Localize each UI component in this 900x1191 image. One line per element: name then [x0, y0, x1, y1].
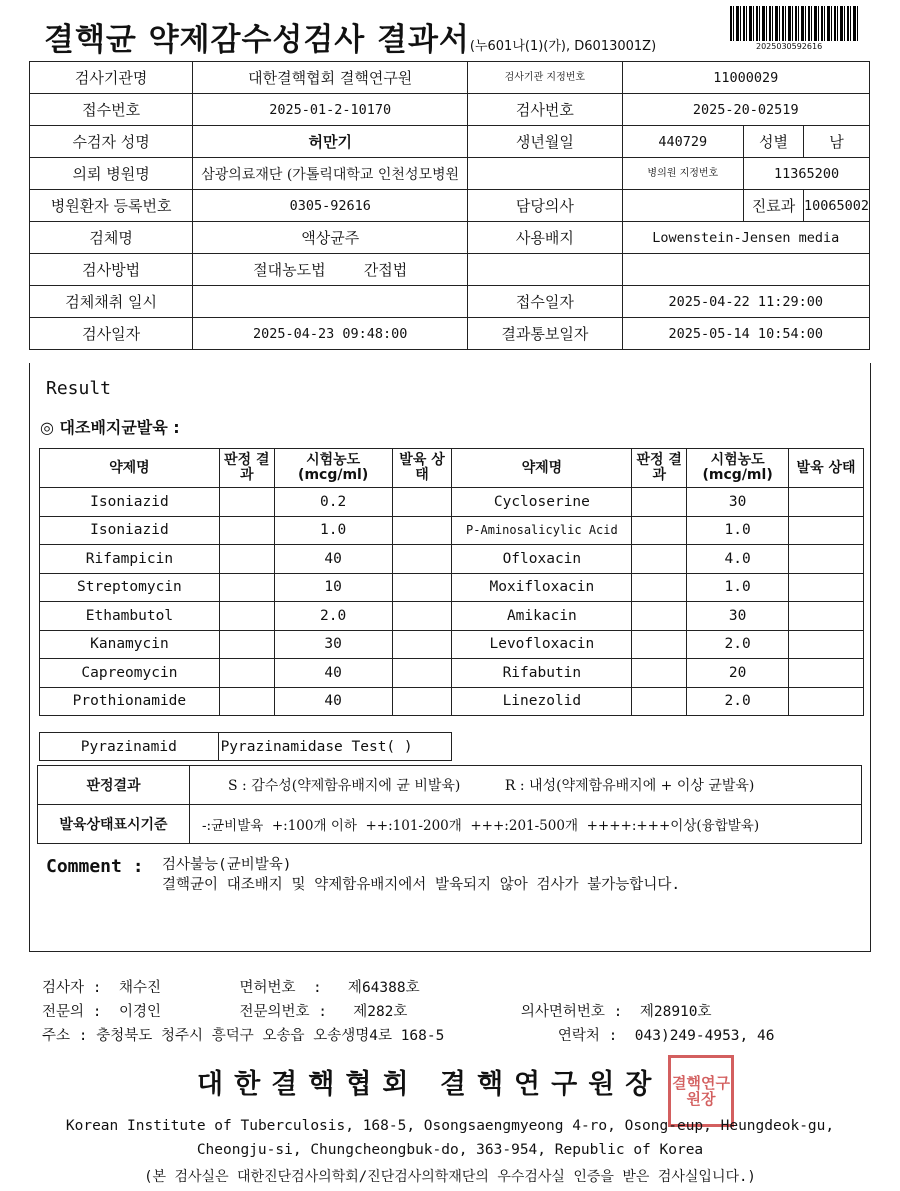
doctor — [622, 190, 744, 222]
drug-name: Kanamycin — [40, 630, 220, 659]
growth-status — [789, 659, 864, 688]
drug-name: Capreomycin — [40, 659, 220, 688]
official-seal: 결핵연구원장 — [668, 1055, 734, 1127]
drug-name: Rifampicin — [40, 545, 220, 574]
judge-result — [632, 602, 687, 631]
growth-status — [789, 687, 864, 716]
drug-table — [39, 448, 864, 716]
info-table — [29, 61, 870, 350]
lab-name-label: 검사기관명 — [30, 62, 193, 94]
result-label: Result — [46, 378, 112, 399]
judge-legend-label: 판정결과 — [38, 766, 190, 805]
dept: 10065002 — [803, 190, 869, 222]
drug-row — [40, 687, 864, 716]
test-conc: 40 — [274, 659, 392, 688]
barcode — [730, 6, 858, 41]
report-date-label: 결과통보일자 — [468, 318, 622, 350]
header-growth: 발육 상태 — [789, 449, 864, 488]
test-conc: 30 — [687, 488, 789, 517]
test-conc: 0.2 — [274, 488, 392, 517]
drug-name: Cycloserine — [452, 488, 632, 517]
test-conc: 2.0 — [274, 602, 392, 631]
specimen: 액상균주 — [193, 222, 468, 254]
drug-name: Isoniazid — [40, 516, 220, 545]
comment-line-1: 검사불능(균비발육) — [162, 857, 292, 873]
address-line: 주소 : 충청북도 청주시 흥덕구 오송읍 오송생명4로 168-5 연락처 : 043)249-4953, 46 — [42, 1028, 775, 1044]
growth-status — [789, 488, 864, 517]
growth-status — [789, 545, 864, 574]
drug-row — [40, 516, 864, 545]
lab-code: 11000029 — [622, 62, 870, 94]
judge-legend: S : 감수성(약제함유배지에 균 비발육) R : 내성(약제함유배지에 + 이상 균발육) — [190, 766, 862, 805]
report-date: 2025-05-14 10:54:00 — [622, 318, 870, 350]
test-conc: 30 — [687, 602, 789, 631]
judge-result — [632, 659, 687, 688]
hospital-name: 삼광의료재단 (가톨릭대학교 인천성모병원 — [193, 158, 468, 190]
media: Lowenstein-Jensen media — [622, 222, 870, 254]
page-title: 결핵균 약제감수성검사 결과서(누601나(1)(가), D6013001Z) — [44, 22, 657, 58]
test-conc: 20 — [687, 659, 789, 688]
judge-result — [219, 545, 274, 574]
growth-status — [392, 573, 452, 602]
reg-no-label: 병원환자 등록번호 — [30, 190, 193, 222]
test-no: 2025-20-02519 — [622, 94, 870, 126]
drug-row — [40, 488, 864, 517]
doctor-label: 담당의사 — [468, 190, 622, 222]
judge-result — [219, 659, 274, 688]
header-conc: 시험농도 (mcg/ml) — [274, 449, 392, 488]
collect-label: 검체채취 일시 — [30, 286, 193, 318]
header-conc: 시험농도 (mcg/ml) — [687, 449, 789, 488]
legend-table — [37, 765, 862, 844]
test-conc: 2.0 — [687, 630, 789, 659]
certification-note: (본 검사실은 대한진단검사의학회/진단검사의학재단의 우수검사실 인증을 받은 검사실입니다.) — [144, 1169, 756, 1185]
received: 2025-04-22 11:29:00 — [622, 286, 870, 318]
sex: 남 — [803, 126, 869, 158]
header-drug: 약제명 — [452, 449, 632, 488]
judge-result — [632, 516, 687, 545]
drug-name: Levofloxacin — [452, 630, 632, 659]
judge-result — [219, 687, 274, 716]
method-indirect: 간접법 — [363, 261, 408, 279]
drug-name: Amikacin — [452, 602, 632, 631]
header-drug: 약제명 — [40, 449, 220, 488]
judge-result — [219, 573, 274, 602]
drug-row — [40, 602, 864, 631]
judge-result — [219, 488, 274, 517]
received-label: 접수일자 — [468, 286, 622, 318]
drug-table-header — [40, 449, 864, 488]
judge-result — [219, 630, 274, 659]
judge-result — [632, 630, 687, 659]
drug-name: Streptomycin — [40, 573, 220, 602]
drug-name: Isoniazid — [40, 488, 220, 517]
lab-name: 대한결핵협회 결핵연구원 — [193, 62, 468, 94]
patient-label: 수검자 성명 — [30, 126, 193, 158]
header-growth: 발육 상태 — [392, 449, 452, 488]
collect — [193, 286, 468, 318]
control-growth-title: ◎ 대조배지균발육 : — [40, 418, 180, 437]
drug-name: Ethambutol — [40, 602, 220, 631]
english-address-1: Korean Institute of Tuberculosis, 168-5, Osongsaengmyeong 4-ro, Osong-eup, Heungdeok-gu, — [65, 1118, 835, 1134]
test-conc: 1.0 — [274, 516, 392, 545]
growth-status — [392, 516, 452, 545]
judge-result — [219, 602, 274, 631]
specimen-label: 검체명 — [30, 222, 193, 254]
drug-name: Linezolid — [452, 687, 632, 716]
drug-name: Ofloxacin — [452, 545, 632, 574]
pyrazinamidase-test: Pyrazinamidase Test( ) — [218, 733, 451, 761]
test-conc: 4.0 — [687, 545, 789, 574]
drug-name: Moxifloxacin — [452, 573, 632, 602]
sex-label: 성별 — [744, 126, 804, 158]
patient-name: 허만기 — [193, 126, 468, 158]
growth-status — [789, 602, 864, 631]
form-code: (누601나(1)(가), D6013001Z) — [469, 39, 657, 54]
english-address-2: Cheongju-si, Chungcheongbuk-do, 363-954, Republic of Korea — [196, 1142, 704, 1158]
method-label: 검사방법 — [30, 254, 193, 286]
judge-result — [632, 687, 687, 716]
comment-line-2: 결핵균이 대조배지 및 약제함유배지에서 발육되지 않아 검사가 불가능합니다. — [162, 877, 681, 893]
drug-row — [40, 659, 864, 688]
test-conc: 1.0 — [687, 573, 789, 602]
test-conc: 30 — [274, 630, 392, 659]
header-judge: 판정 결과 — [632, 449, 687, 488]
test-conc: 1.0 — [687, 516, 789, 545]
judge-result — [632, 545, 687, 574]
growth-status — [789, 573, 864, 602]
test-conc: 10 — [274, 573, 392, 602]
test-no-label: 검사번호 — [468, 94, 622, 126]
growth-status — [392, 659, 452, 688]
judge-result — [219, 516, 274, 545]
test-date-label: 검사일자 — [30, 318, 193, 350]
method-absolute: 절대농도법 — [253, 261, 326, 279]
issuer-name: 대한결핵협회 결핵연구원장 — [197, 1069, 663, 1100]
test-conc: 40 — [274, 687, 392, 716]
drug-row — [40, 630, 864, 659]
drug-name: Prothionamide — [40, 687, 220, 716]
growth-status — [392, 488, 452, 517]
receipt-no-label: 접수번호 — [30, 94, 193, 126]
growth-legend-label: 발육상태표시기준 — [38, 805, 190, 844]
growth-status — [789, 630, 864, 659]
barcode-number: 2025030592616 — [756, 42, 823, 51]
header-judge: 판정 결과 — [219, 449, 274, 488]
dob: 440729 — [622, 126, 744, 158]
growth-legend: -:균비발육 +:100개 이하 ++:101-200개 +++:201-500개 ++++:+++이상(융합발육) — [190, 805, 862, 844]
lab-code-label: 검사기관 지정번호 — [468, 62, 622, 94]
method — [193, 254, 468, 286]
growth-status — [392, 687, 452, 716]
tester-line: 검사자 : 채수진 면허번호 : 제64388호 — [42, 980, 420, 996]
comment-text — [162, 855, 680, 895]
reg-no: 0305-92616 — [193, 190, 468, 222]
drug-name: P-Aminosalicylic Acid — [452, 516, 632, 545]
test-date: 2025-04-23 09:48:00 — [193, 318, 468, 350]
hospital-label: 의뢰 병원명 — [30, 158, 193, 190]
media-label: 사용배지 — [468, 222, 622, 254]
test-conc: 40 — [274, 545, 392, 574]
pyrazinamide-label: Pyrazinamid — [40, 733, 219, 761]
pyrazinamide-table — [39, 732, 452, 761]
specialist-line: 전문의 : 이경인 전문의번호 : 제282호 의사면허번호 : 제28910호 — [42, 1004, 712, 1020]
test-conc: 2.0 — [687, 687, 789, 716]
judge-result — [632, 573, 687, 602]
receipt-no: 2025-01-2-10170 — [193, 94, 468, 126]
growth-status — [789, 516, 864, 545]
drug-row — [40, 573, 864, 602]
judge-result — [632, 488, 687, 517]
drug-row — [40, 545, 864, 574]
hospital-code: 11365200 — [744, 158, 870, 190]
dept-label: 진료과 — [744, 190, 804, 222]
dob-label: 생년월일 — [468, 126, 622, 158]
growth-status — [392, 602, 452, 631]
comment-label: Comment : — [46, 856, 144, 877]
hospital-code-label: 병의원 지정번호 — [622, 158, 744, 190]
drug-name: Rifabutin — [452, 659, 632, 688]
growth-status — [392, 545, 452, 574]
growth-status — [392, 630, 452, 659]
